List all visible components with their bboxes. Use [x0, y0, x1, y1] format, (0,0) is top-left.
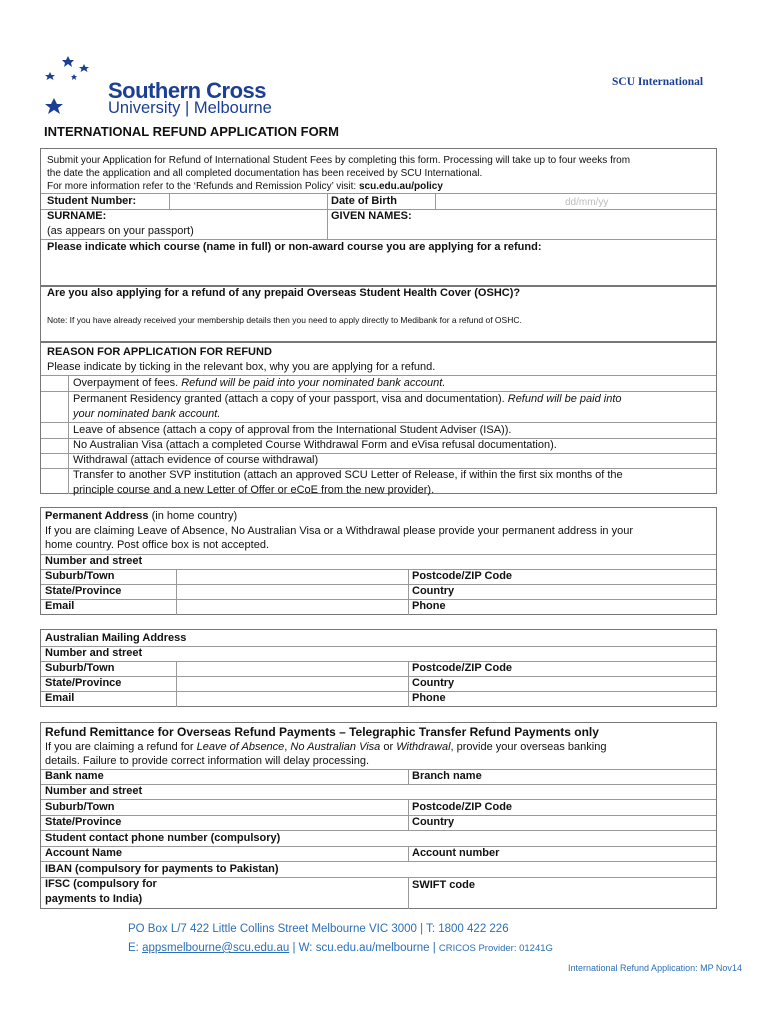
student-number-label: Student Number: — [47, 195, 137, 207]
iban-label: IBAN (compulsory for payments to Pakistan) — [45, 863, 279, 875]
scu-international-brand: SCU International — [612, 76, 704, 88]
permanent-address-section — [40, 507, 717, 615]
option-permanent-residency: Permanent Residency granted (attach a copy of your passport, visa and documentation). Refund will be paid into your nominated bank account. — [73, 393, 622, 420]
aus-number-street-label: Number and street — [45, 647, 143, 659]
aus-phone-label: Phone — [412, 692, 446, 704]
surname-label: SURNAME: — [47, 210, 107, 222]
bank-postcode-label: Postcode/ZIP Code — [412, 801, 513, 813]
date-of-birth-label: Date of Birth — [331, 195, 397, 207]
option-no-australian-visa: No Australian Visa (attach a completed Course Withdrawal Form and eVisa refusal documentation). — [73, 439, 557, 451]
star-cluster-icon — [44, 54, 104, 120]
logo-title: Southern Cross — [108, 78, 267, 103]
account-number-label: Account number — [412, 847, 500, 859]
perm-country-label: Country — [412, 585, 455, 597]
perm-postcode-label: Postcode/ZIP Code — [412, 570, 513, 582]
oshc-note: Note: If you have already received your membership details then you need to apply directly to Medibank for a refund of OSHC. — [47, 315, 522, 325]
perm-state-label: State/Province — [45, 585, 122, 597]
refund-remittance-section — [40, 722, 717, 909]
ifsc-label: IFSC (compulsory for payments to India) — [45, 878, 157, 905]
checkbox-leave-of-absence[interactable] — [41, 422, 69, 438]
intro-line-1: Submit your Application for Refund of International Student Fees by completing this form. Processing will take up to four weeks from — [47, 155, 631, 166]
checkbox-withdrawal[interactable] — [41, 453, 69, 468]
bank-country-label: Country — [412, 816, 455, 828]
perm-phone-label: Phone — [412, 600, 446, 612]
reason-heading: REASON FOR APPLICATION FOR REFUND — [47, 346, 272, 358]
passport-note: (as appears on your passport) — [47, 225, 194, 237]
australian-address-section — [40, 629, 717, 707]
swift-code-label: SWIFT code — [412, 879, 475, 891]
checkbox-overpayment[interactable] — [41, 375, 69, 391]
remittance-desc-1: If you are claiming a refund for Leave of Absence, No Australian Visa or Withdrawal, provide your overseas banking — [45, 741, 607, 753]
checkbox-transfer[interactable] — [41, 468, 69, 494]
permanent-address-desc-2: home country. Post office box is not accepted. — [45, 539, 269, 551]
branch-name-label: Branch name — [412, 770, 482, 782]
checkbox-permanent-residency[interactable] — [41, 391, 69, 422]
remittance-desc-2: details. Failure to provide correct information will delay processing. — [45, 755, 370, 767]
option-withdrawal: Withdrawal (attach evidence of course withdrawal) — [73, 454, 319, 466]
scu-logo — [44, 54, 284, 120]
aus-postcode-label: Postcode/ZIP Code — [412, 662, 513, 674]
option-overpayment: Overpayment of fees. Refund will be paid into your nominated bank account. — [73, 377, 446, 389]
perm-email-label: Email — [45, 600, 75, 612]
permanent-address-desc-1: If you are claiming Leave of Absence, No Australian Visa or a Withdrawal please provide your permanent address in your — [45, 525, 634, 537]
aus-state-label: State/Province — [45, 677, 122, 689]
aus-suburb-label: Suburb/Town — [45, 662, 115, 674]
student-phone-label: Student contact phone number (compulsory) — [45, 832, 281, 844]
account-name-label: Account Name — [45, 847, 123, 859]
refund-reason-section — [40, 342, 717, 494]
date-of-birth-field[interactable]: dd/mm/yy — [565, 197, 609, 208]
perm-suburb-label: Suburb/Town — [45, 570, 115, 582]
permanent-address-heading: Permanent Address (in home country) — [45, 510, 238, 522]
oshc-section — [40, 286, 717, 342]
reason-instruction: Please indicate by ticking in the relevant box, why you are applying for a refund. — [47, 361, 436, 373]
option-transfer: Transfer to another SVP institution (attach an approved SCU Letter of Release, if within the first six months of the principle course and a new Letter of Offer or eCoE from the new provider). — [73, 469, 623, 496]
aus-address-heading: Australian Mailing Address — [45, 632, 187, 644]
bank-suburb-label: Suburb/Town — [45, 801, 115, 813]
oshc-question: Are you also applying for a refund of any prepaid Overseas Student Health Cover (OSHC)? — [47, 287, 521, 299]
intro-line-3: For more information refer to the ‘Refunds and Remission Policy’ visit: scu.edu.au/policy — [47, 181, 443, 192]
course-name-field[interactable] — [47, 255, 707, 283]
course-question: Please indicate which course (name in full) or non-award course you are applying for a refund: — [47, 241, 542, 253]
student-number-field[interactable] — [174, 194, 324, 208]
remittance-heading: Refund Remittance for Overseas Refund Payments – Telegraphic Transfer Refund Payments only — [45, 725, 599, 739]
bank-state-label: State/Province — [45, 816, 122, 828]
policy-link[interactable]: scu.edu.au/policy — [358, 181, 443, 192]
form-title: INTERNATIONAL REFUND APPLICATION FORM — [44, 124, 339, 139]
footer-email-link[interactable]: appsmelbourne@scu.edu.au — [142, 942, 290, 954]
logo-subtitle: University | Melbourne — [108, 99, 272, 117]
footer-contact: E: appsmelbourne@scu.edu.au | W: scu.edu.au/melbourne | CRICOS Provider: 01241G — [128, 942, 553, 954]
footer-address: PO Box L/7 422 Little Collins Street Melbourne VIC 3000 | T: 1800 422 226 — [128, 923, 509, 935]
aus-country-label: Country — [412, 677, 455, 689]
given-names-label: GIVEN NAMES: — [331, 210, 412, 222]
intro-line-2: the date the application and all completed documentation has been received by SCU International. — [47, 168, 483, 179]
bank-number-street-label: Number and street — [45, 785, 143, 797]
student-details-section — [40, 148, 717, 286]
checkbox-no-australian-visa[interactable] — [41, 438, 69, 453]
form-version: International Refund Application: MP Nov14 — [568, 963, 742, 973]
perm-number-street-label: Number and street — [45, 555, 143, 567]
aus-email-label: Email — [45, 692, 75, 704]
option-leave-of-absence: Leave of absence (attach a copy of approval from the International Student Adviser (ISA)). — [73, 424, 512, 436]
bank-name-label: Bank name — [45, 770, 104, 782]
